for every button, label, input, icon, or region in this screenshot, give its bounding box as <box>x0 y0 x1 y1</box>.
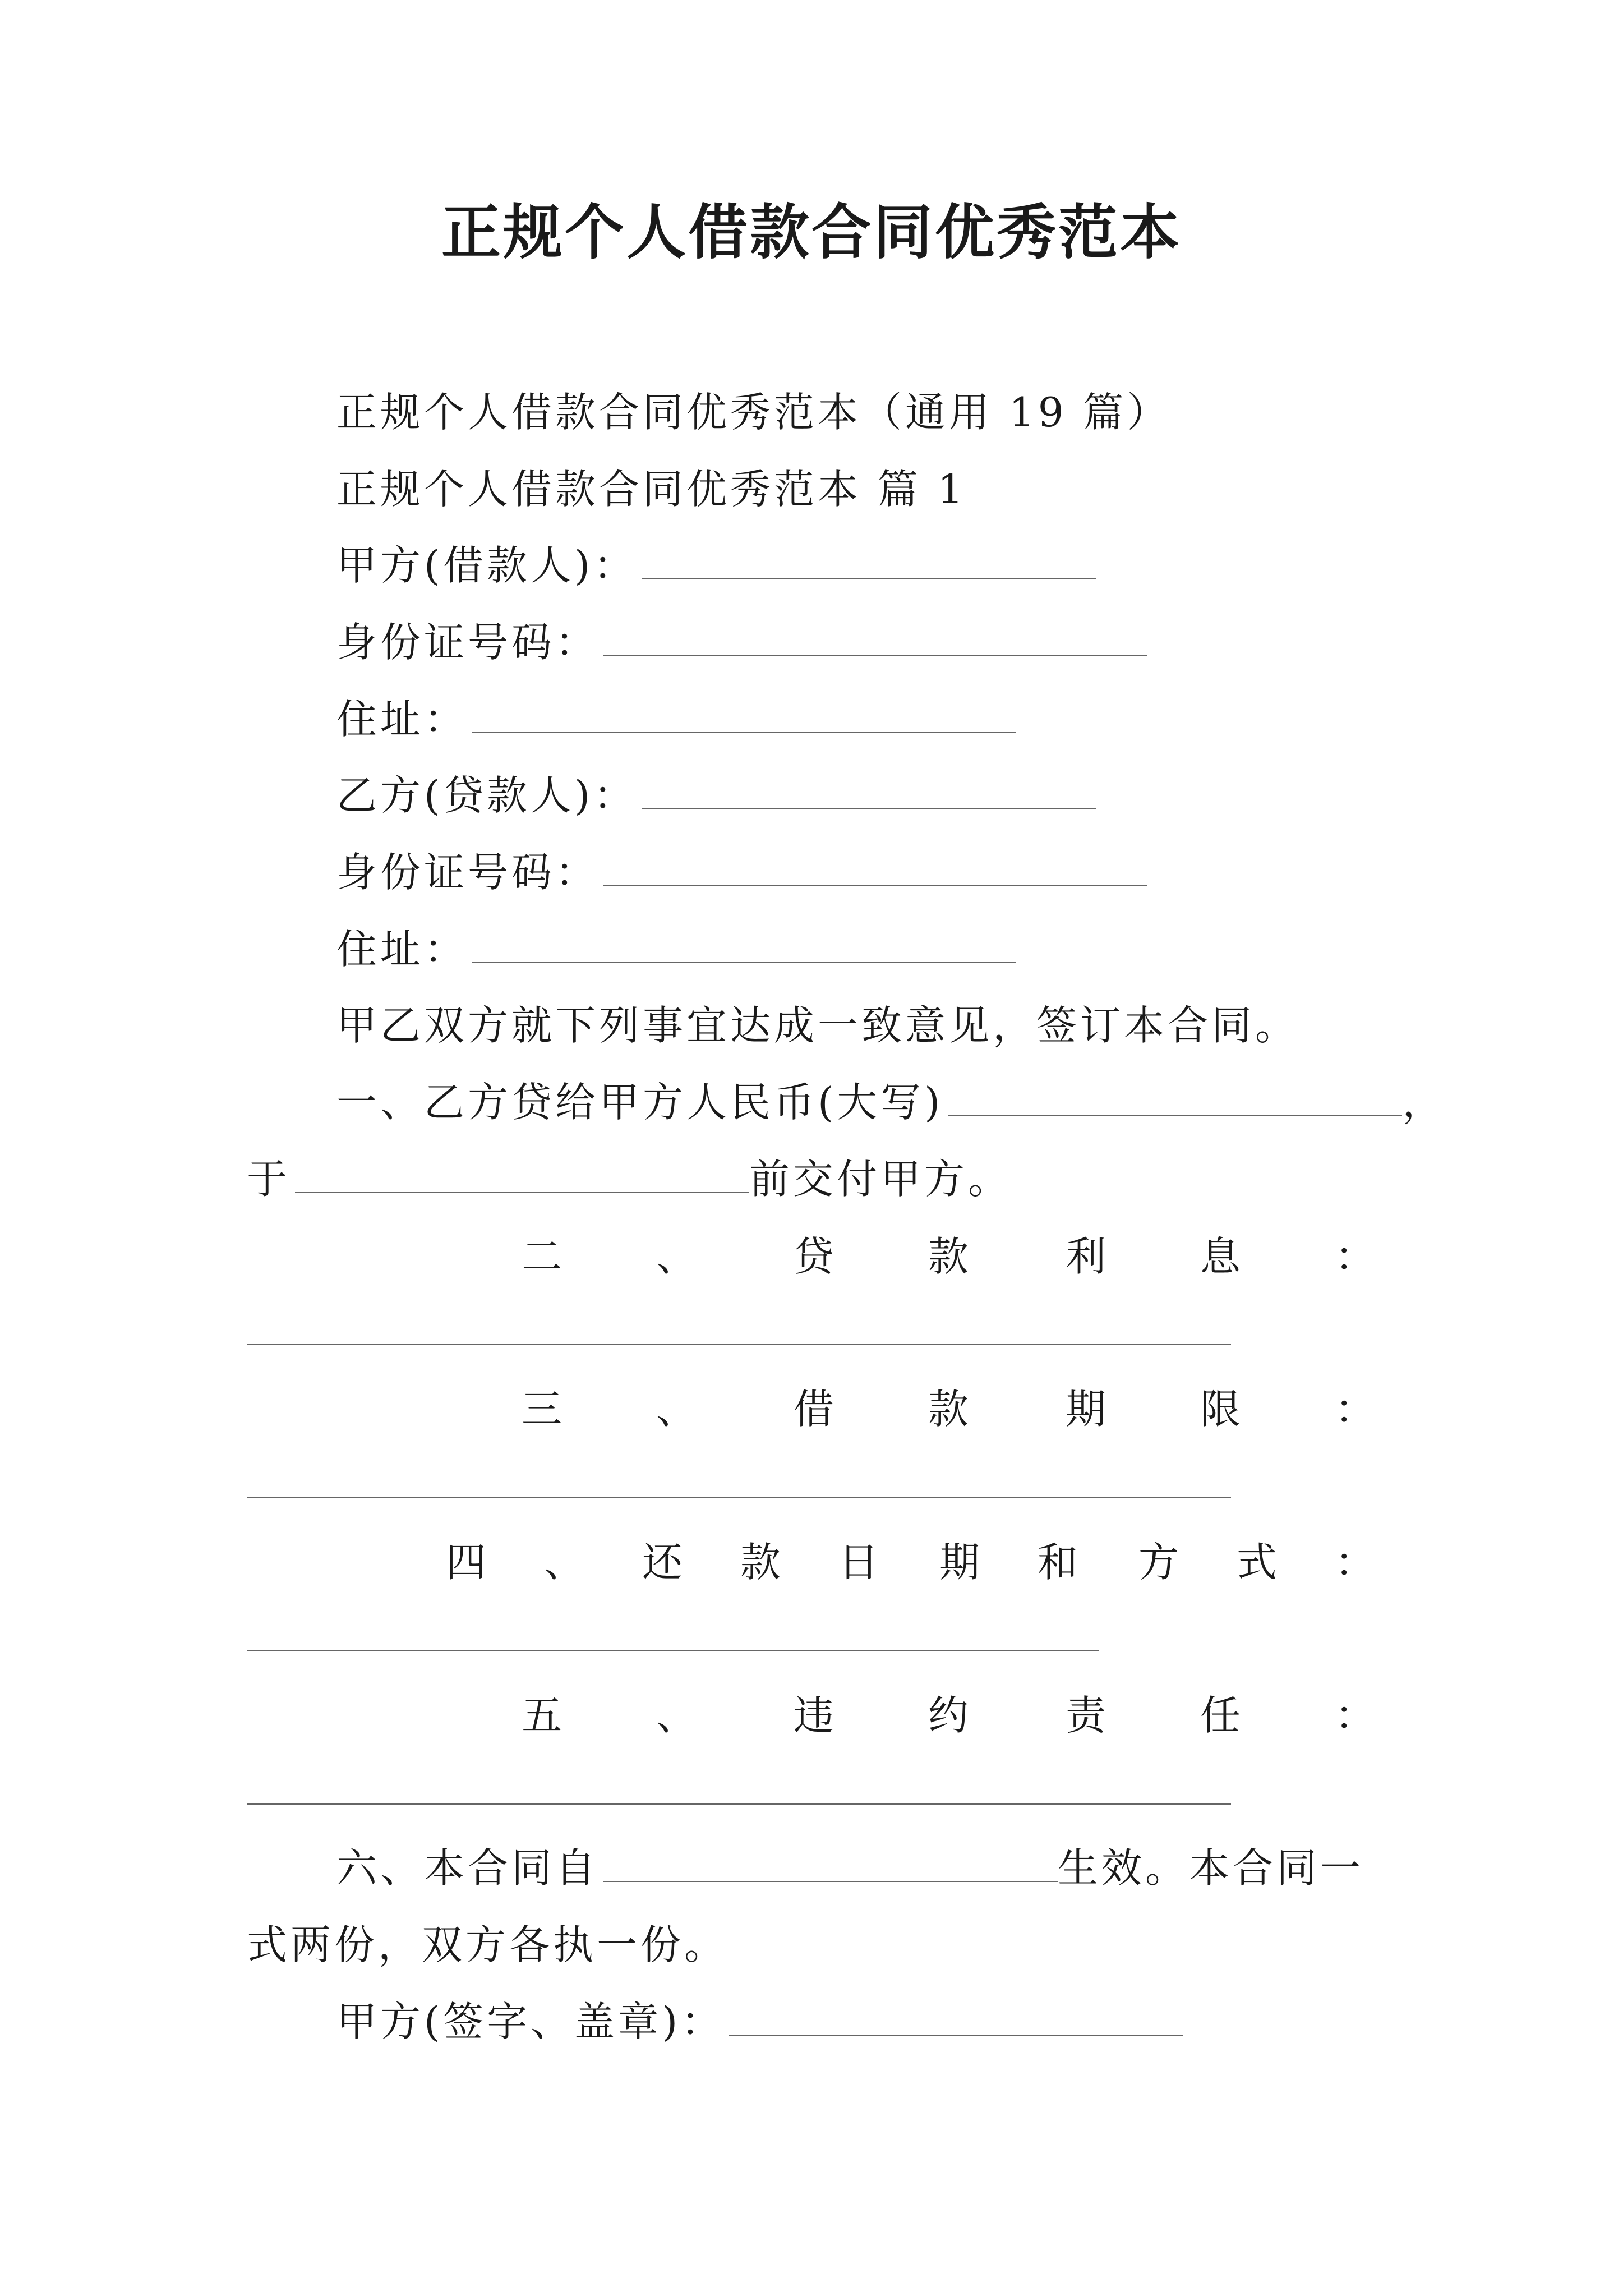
clause-1-text: 一、乙方贷给甲方人民币(大写) <box>336 1079 944 1126</box>
clause-5-char: 责 <box>1066 1692 1106 1739</box>
loan-amount-blank <box>948 1075 1402 1116</box>
clause-1-line-2 <box>247 1151 1012 1207</box>
clause-6-prefix: 六、本合同自 <box>336 1844 600 1892</box>
clause-3-char: 限 <box>1200 1386 1241 1433</box>
clause-4-char: 期 <box>939 1539 980 1586</box>
clause-2-heading <box>0 1228 1623 1285</box>
clause-3-heading <box>0 1381 1623 1437</box>
clause-4-char: 和 <box>1038 1539 1078 1586</box>
clause-6-line-2: 式两份，双方各执一份。 <box>247 1921 728 1968</box>
clause-3-char: 款 <box>928 1386 969 1433</box>
party-b-row <box>336 767 1096 823</box>
clause-2-char: 二 <box>522 1233 562 1280</box>
clause-3-char: 、 <box>656 1386 697 1433</box>
clause-4-char: ： <box>1335 1539 1376 1586</box>
clause-4-char: 、 <box>544 1539 585 1586</box>
clause-1-suffix: 前交付甲方。 <box>749 1156 1012 1203</box>
clause-2-char: 利 <box>1066 1233 1106 1280</box>
clause-5-heading <box>0 1687 1623 1743</box>
party-a-address-label: 住址： <box>336 696 468 743</box>
delivery-date-blank <box>295 1152 749 1193</box>
clause-2-char: ： <box>1335 1233 1376 1280</box>
party-b-id-blank <box>603 845 1147 886</box>
clause-3-char: 期 <box>1066 1386 1106 1433</box>
party-b-address-blank <box>472 922 1016 963</box>
clause-5-char: 、 <box>656 1692 697 1739</box>
document-subtitle: 正规个人借款合同优秀范本（通用 19 篇） <box>336 389 1171 436</box>
party-a-row <box>336 537 1096 593</box>
signature-row <box>336 1994 1183 2050</box>
party-b-address-label: 住址： <box>336 926 468 973</box>
clause-4-char: 式 <box>1237 1539 1278 1586</box>
clause-5-char: ： <box>1335 1692 1376 1739</box>
clause-1-comma: ， <box>1402 1079 1446 1126</box>
clause-5-char: 五 <box>522 1692 562 1739</box>
clause-4-char: 还 <box>642 1539 683 1586</box>
clause-6-line-1 <box>336 1840 1364 1896</box>
clause-4-char: 日 <box>838 1539 879 1586</box>
clause-3-char: 借 <box>794 1386 834 1433</box>
party-b-id-row <box>336 844 1147 900</box>
signature-blank <box>729 1994 1183 2036</box>
party-b-label: 乙方(贷款人)： <box>336 772 638 819</box>
clause-6-suffix: 生效。本合同一 <box>1058 1844 1364 1892</box>
clause-1-prefix: 于 <box>247 1156 291 1203</box>
party-b-name-blank <box>642 768 1096 809</box>
party-a-id-row <box>336 614 1147 670</box>
clause-4-heading <box>0 1534 1623 1590</box>
party-a-id-label: 身份证号码： <box>336 619 600 666</box>
clause-3-char: ： <box>1335 1386 1376 1433</box>
section-heading: 正规个人借款合同优秀范本 篇 1 <box>336 466 967 513</box>
interest-blank <box>247 1344 1231 1345</box>
repayment-blank <box>247 1650 1099 1651</box>
clause-5-char: 约 <box>928 1692 969 1739</box>
clause-4-char: 款 <box>740 1539 781 1586</box>
breach-blank <box>247 1803 1231 1805</box>
agreement-intro: 甲乙双方就下列事宜达成一致意见，签订本合同。 <box>336 1002 1299 1049</box>
clause-2-char: 贷 <box>794 1233 834 1280</box>
party-a-address-blank <box>472 692 1016 733</box>
clause-1-line-1 <box>336 1074 1446 1130</box>
party-a-address-row <box>336 691 1016 747</box>
signature-label: 甲方(签字、盖章)： <box>336 1998 725 2045</box>
party-a-label: 甲方(借款人)： <box>336 542 638 589</box>
party-b-id-label: 身份证号码： <box>336 849 600 896</box>
clause-4-char: 四 <box>446 1539 487 1586</box>
party-b-address-row <box>336 921 1016 977</box>
effective-date-blank <box>603 1841 1058 1882</box>
clause-5-char: 任 <box>1200 1692 1241 1739</box>
clause-4-char: 方 <box>1138 1539 1179 1586</box>
party-a-id-blank <box>603 615 1147 656</box>
clause-2-char: 、 <box>656 1233 697 1280</box>
document-title: 正规个人借款合同优秀范本 <box>441 198 1182 267</box>
clause-5-char: 违 <box>794 1692 834 1739</box>
clause-3-char: 三 <box>522 1386 562 1433</box>
party-a-name-blank <box>642 538 1096 579</box>
clause-2-char: 款 <box>928 1233 969 1280</box>
clause-2-char: 息 <box>1200 1233 1241 1280</box>
term-blank <box>247 1497 1231 1498</box>
